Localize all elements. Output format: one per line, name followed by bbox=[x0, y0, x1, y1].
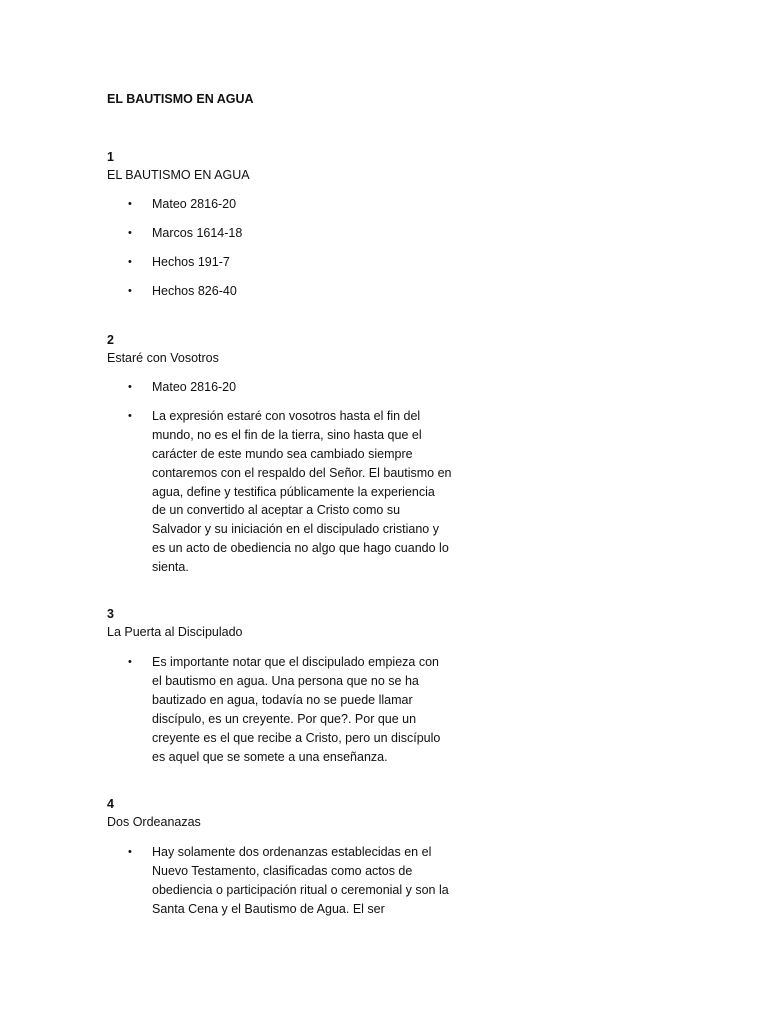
section-heading: EL BAUTISMO EN AGUA bbox=[107, 168, 250, 182]
bullet-icon: • bbox=[128, 656, 132, 668]
bullet-icon: • bbox=[128, 285, 132, 298]
section-number: 1 bbox=[107, 150, 114, 164]
bullet-icon: • bbox=[128, 381, 132, 393]
content-list bbox=[107, 378, 467, 577]
section-3 bbox=[107, 605, 467, 766]
section-number: 4 bbox=[107, 797, 114, 811]
list-item bbox=[107, 407, 452, 577]
section-4 bbox=[107, 795, 467, 919]
list-item-text: Mateo 2816-20 bbox=[152, 197, 237, 211]
section-heading: Estaré con Vosotros bbox=[107, 351, 219, 365]
section-number: 3 bbox=[107, 607, 114, 621]
bullet-icon: • bbox=[128, 198, 132, 210]
content-list bbox=[107, 843, 467, 919]
list-item bbox=[107, 224, 452, 243]
bullet-icon: • bbox=[128, 227, 132, 240]
section-1 bbox=[107, 148, 467, 311]
list-item bbox=[107, 378, 452, 397]
list-item-text: Hechos 191-7 bbox=[152, 255, 230, 270]
list-item bbox=[107, 282, 452, 301]
list-item bbox=[107, 843, 452, 919]
list-item-text: Mateo 2816-20 bbox=[152, 380, 237, 394]
section-heading: La Puerta al Discipulado bbox=[107, 625, 243, 639]
list-item bbox=[107, 253, 452, 272]
section-heading: Dos Ordeanazas bbox=[107, 815, 201, 829]
bullet-icon: • bbox=[128, 256, 132, 269]
document-title: EL BAUTISMO EN AGUA bbox=[107, 92, 254, 106]
list-item bbox=[107, 653, 452, 766]
list-item-text: La expresión estaré con vosotros hasta el fin del mundo, no es el fin de la tierra, sino hasta que el carácter de este mundo sea cambiado siempre contaremos con el respaldo del Señor. El bautismo en agua, define y testifica públicamente la experiencia de un convertido al aceptar a Cristo como su Salvador y su iniciación en el discipulado cristiano y es un acto de obediencia no algo que hago cuando lo sienta. bbox=[152, 408, 452, 575]
list-item-text: Hay solamente dos ordenanzas establecidas en el Nuevo Testamento, clasificadas como actos de obediencia o participación ritual o ceremonial y son la Santa Cena y el Bautismo de Agua. El ser bbox=[152, 845, 449, 916]
bullet-icon: • bbox=[128, 409, 132, 422]
content-list bbox=[107, 653, 467, 766]
list-item-text: Marcos 1614-18 bbox=[152, 226, 243, 241]
section-number: 2 bbox=[107, 333, 114, 347]
list-item bbox=[107, 195, 452, 214]
bullet-icon: • bbox=[128, 846, 132, 858]
list-item-text: Hechos 826-40 bbox=[152, 284, 237, 299]
section-2 bbox=[107, 331, 467, 587]
list-item-text: Es importante notar que el discipulado empieza con el bautismo en agua. Una persona que no se ha bautizado en agua, todavía no se puede llamar discípulo, es un creyente. Por que?. Por que un creyente es el que recibe a Cristo, pero un discípulo es aquel que se somete a una enseñanza. bbox=[152, 655, 441, 764]
reference-list bbox=[107, 195, 467, 301]
